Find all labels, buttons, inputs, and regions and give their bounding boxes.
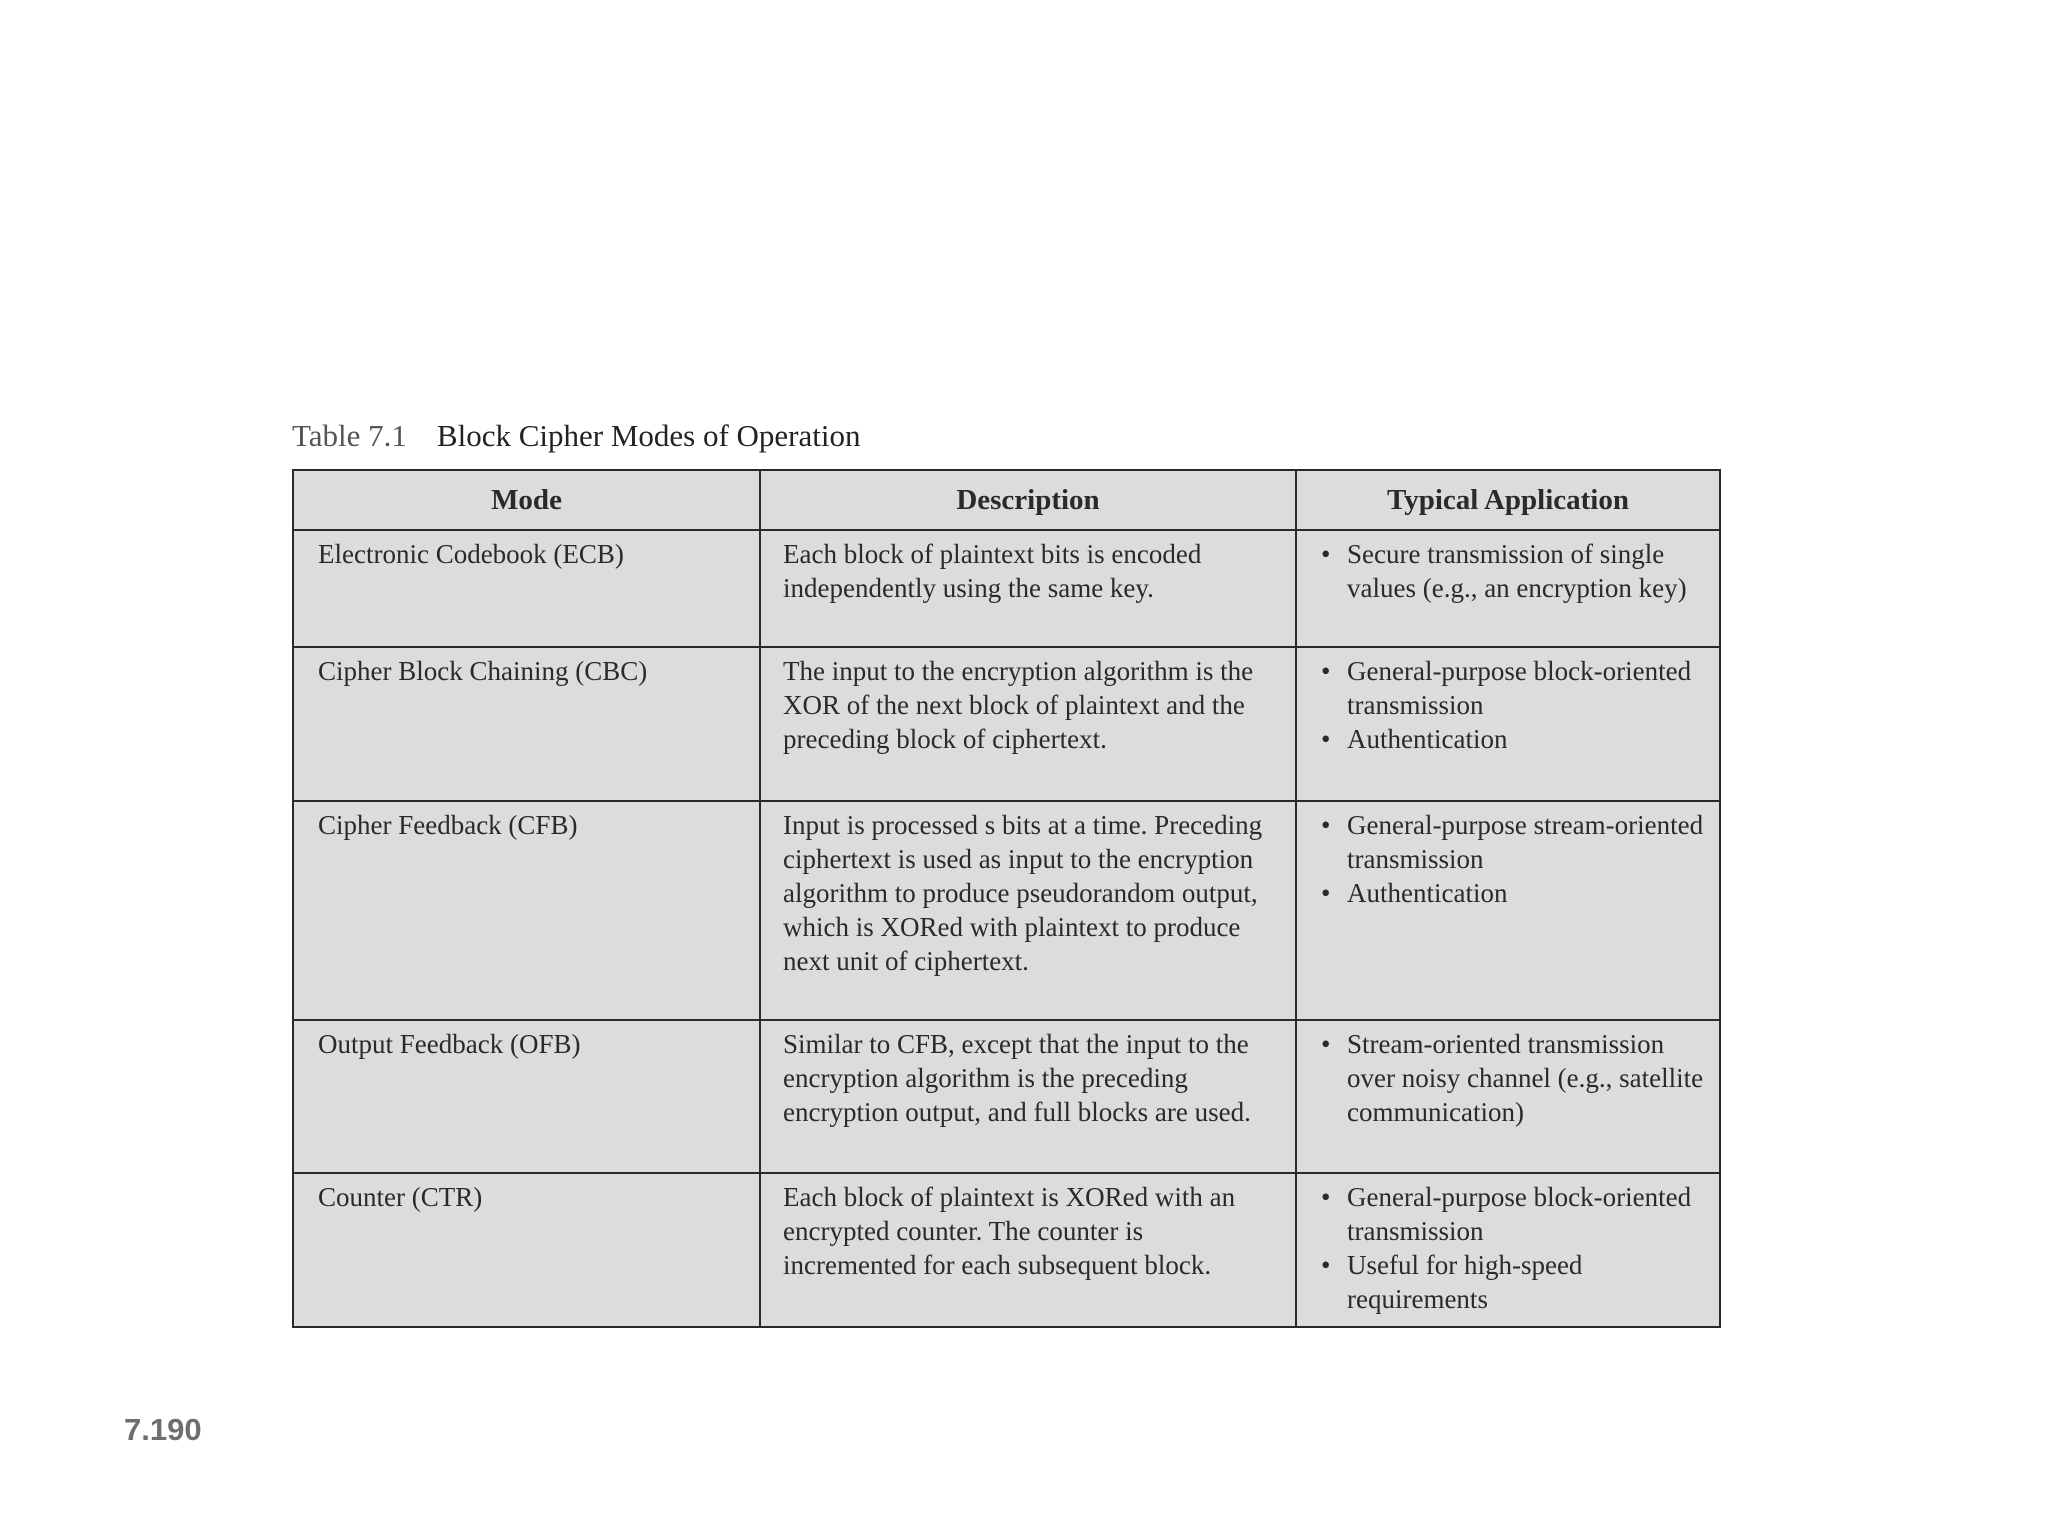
application-item: • Stream-oriented transmission over noisy channel (e.g., satellite communication): [1317, 1027, 1707, 1129]
table-row: [293, 647, 1720, 801]
header-mode: Mode: [293, 470, 760, 530]
application-cell: [1296, 1173, 1720, 1327]
application-item: • Useful for high-speed requirements: [1317, 1248, 1707, 1316]
mode-cell: Cipher Feedback (CFB): [293, 801, 760, 1020]
page-number: 7.190: [124, 1412, 202, 1447]
application-cell: [1296, 530, 1720, 647]
application-cell: [1296, 647, 1720, 801]
description-cell: Input is processed s bits at a time. Preceding ciphertext is used as input to the encryption algorithm to produce pseudorandom output, which is XORed with plaintext to produce next unit of ciphertext.: [760, 801, 1296, 1020]
table-title: Block Cipher Modes of Operation: [436, 418, 861, 453]
application-list: [1317, 654, 1707, 756]
application-list: [1317, 1027, 1707, 1129]
table-row: [293, 530, 1720, 647]
description-cell: Each block of plaintext is XORed with an encrypted counter. The counter is incremented for each subsequent block.: [760, 1173, 1296, 1327]
table-caption: [292, 418, 861, 454]
header-description: Description: [760, 470, 1296, 530]
application-item: • General-purpose stream-oriented transmission: [1317, 808, 1707, 876]
table-number: Table 7.1: [292, 418, 407, 453]
application-list: [1317, 1180, 1707, 1316]
table-header-row: [293, 470, 1720, 530]
application-item: • Secure transmission of single values (e.g., an encryption key): [1317, 537, 1707, 605]
application-item: • General-purpose block-oriented transmission: [1317, 654, 1707, 722]
modes-table: [292, 469, 1721, 1328]
table-row: [293, 1020, 1720, 1173]
application-item: • Authentication: [1317, 722, 1707, 756]
application-item: • Authentication: [1317, 876, 1707, 910]
mode-cell: Electronic Codebook (ECB): [293, 530, 760, 647]
application-list: [1317, 808, 1707, 910]
description-cell: Each block of plaintext bits is encoded independently using the same key.: [760, 530, 1296, 647]
description-cell: The input to the encryption algorithm is the XOR of the next block of plaintext and the preceding block of ciphertext.: [760, 647, 1296, 801]
mode-cell: Output Feedback (OFB): [293, 1020, 760, 1173]
header-application: Typical Application: [1296, 470, 1720, 530]
block-cipher-modes-table: [292, 469, 1719, 1326]
mode-cell: Counter (CTR): [293, 1173, 760, 1327]
application-cell: [1296, 801, 1720, 1020]
application-cell: [1296, 1020, 1720, 1173]
mode-cell: Cipher Block Chaining (CBC): [293, 647, 760, 801]
table-row: [293, 801, 1720, 1020]
application-item: • General-purpose block-oriented transmission: [1317, 1180, 1707, 1248]
table-row: [293, 1173, 1720, 1327]
description-cell: Similar to CFB, except that the input to the encryption algorithm is the preceding encryption output, and full blocks are used.: [760, 1020, 1296, 1173]
application-list: [1317, 537, 1707, 605]
